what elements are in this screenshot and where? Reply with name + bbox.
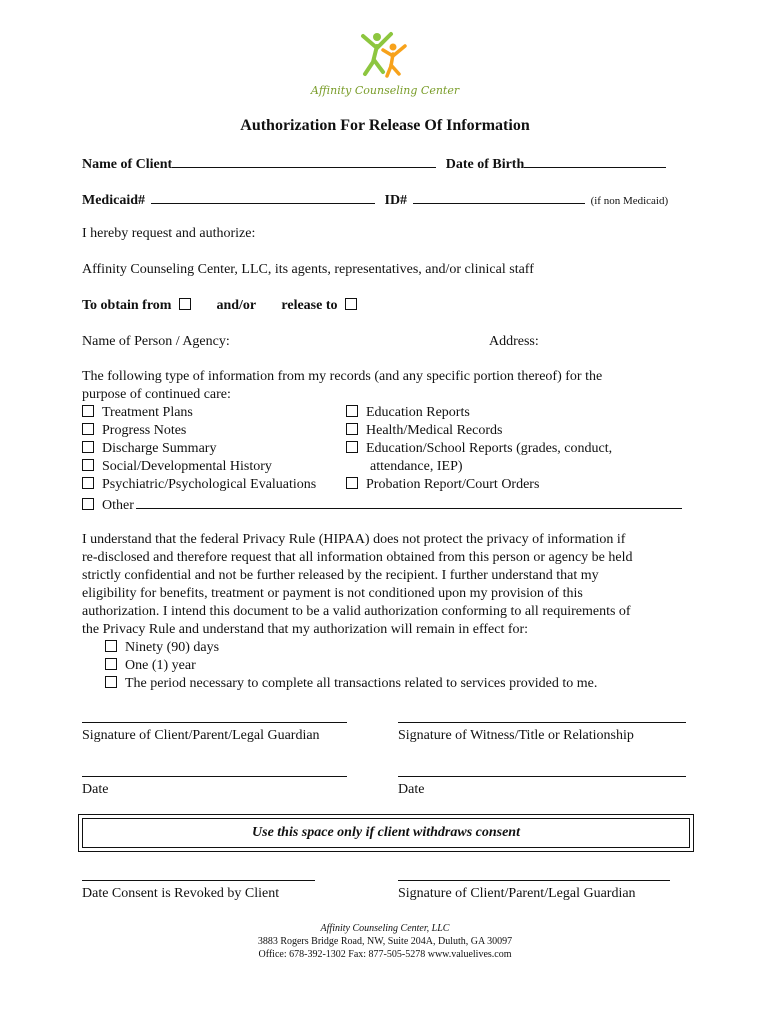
hipaa-line: authorization. I intend this document to be a valid authorization conforming to all requirements of	[82, 604, 631, 619]
list-item: attendance, IEP)	[370, 459, 463, 474]
footer-address: 3883 Rogers Bridge Road, NW, Suite 204A, Duluth, GA 30097	[257, 936, 513, 947]
list-item: Discharge Summary	[82, 440, 682, 458]
logo	[300, 30, 470, 102]
client-signature-label: Signature of Client/Parent/Legal Guardian	[82, 728, 320, 743]
footer-company: Affinity Counseling Center, LLC	[320, 923, 450, 934]
info-intro-1: The following type of information from my records (and any specific portion thereof) for the	[82, 369, 603, 384]
hipaa-line: strictly confidential and not be further released by the recipient. I further understand that my	[82, 568, 599, 583]
client-name-row	[82, 153, 702, 174]
client-name-field[interactable]	[172, 153, 436, 168]
footer-contact: Office: 678-392-1302 Fax: 877-505-5278 www.valuelives.com	[258, 949, 512, 960]
withdraw-consent-text: Use this space only if client withdraws consent	[252, 825, 520, 840]
date-left-label: Date	[82, 782, 109, 797]
info-checkbox[interactable]	[346, 477, 358, 489]
date-right-line[interactable]	[398, 776, 686, 777]
list-item: Probation Report/Court Orders	[346, 476, 612, 494]
list-item: Education Reports	[346, 404, 612, 422]
agency-line: Affinity Counseling Center, LLC, its agents, representatives, and/or clinical staff	[82, 262, 534, 277]
info-checkbox[interactable]	[346, 405, 358, 417]
footer	[0, 922, 770, 961]
client-signature-line[interactable]	[82, 722, 347, 723]
info-intro-2: purpose of continued care:	[82, 387, 231, 402]
request-line: I hereby request and authorize:	[82, 226, 256, 241]
list-item: Health/Medical Records	[346, 422, 612, 440]
logo-text: Affinity Counseling Center	[310, 84, 460, 97]
info-checkbox[interactable]	[346, 423, 358, 435]
andor-label: and/or	[216, 298, 256, 313]
release-to-label: release to	[281, 298, 338, 313]
to-obtain-label: To obtain from	[82, 298, 172, 313]
revoke-date-label: Date Consent is Revoked by Client	[82, 886, 280, 901]
list-item: Treatment Plans	[82, 404, 682, 422]
hipaa-line: re-disclosed and therefore request that all information obtained from this person or agency be held	[82, 550, 633, 565]
info-checkbox[interactable]	[82, 405, 94, 417]
info-checkbox[interactable]	[82, 477, 94, 489]
client-name-label: Name of Client	[82, 157, 173, 172]
list-item: Ninety (90) days	[105, 639, 597, 657]
withdraw-consent-inner[interactable]	[82, 818, 690, 848]
info-checkbox[interactable]	[82, 459, 94, 471]
hipaa-line: the Privacy Rule and understand that my authorization will remain in effect for:	[82, 622, 529, 637]
list-item: One (1) year	[105, 657, 597, 675]
duration-checkbox[interactable]	[105, 676, 117, 688]
info-checkbox[interactable]	[346, 441, 358, 453]
medicaid-label: Medicaid#	[82, 193, 145, 208]
id-label: ID#	[384, 193, 408, 208]
id-note: (if non Medicaid)	[590, 195, 669, 207]
hipaa-line: I understand that the federal Privacy Rule (HIPAA) does not protect the privacy of information if	[82, 532, 626, 547]
dob-label: Date of Birth	[445, 157, 525, 172]
address-label: Address:	[489, 334, 539, 349]
witness-signature-label: Signature of Witness/Title or Relationship	[398, 728, 634, 743]
info-checkbox[interactable]	[82, 441, 94, 453]
release-to-checkbox[interactable]	[345, 298, 357, 310]
other-field[interactable]	[136, 494, 682, 509]
date-right-label: Date	[398, 782, 425, 797]
list-item: Psychiatric/Psychological Evaluations	[82, 476, 682, 494]
obtain-row	[82, 297, 365, 315]
witness-signature-line[interactable]	[398, 722, 686, 723]
list-item: Progress Notes	[82, 422, 682, 440]
page-title: Authorization For Release Of Information	[240, 117, 530, 134]
revoke-signature-label: Signature of Client/Parent/Legal Guardian	[398, 886, 636, 901]
info-checkbox[interactable]	[82, 498, 94, 510]
list-item: Other	[82, 494, 682, 515]
id-field[interactable]	[413, 189, 585, 204]
withdraw-consent-box	[78, 814, 694, 852]
dob-field[interactable]	[524, 153, 666, 168]
duration-checkbox[interactable]	[105, 640, 117, 652]
list-item: Social/Developmental History	[82, 458, 682, 476]
hipaa-line: eligibility for benefits, treatment or payment is not conditioned upon my provision of this	[82, 586, 583, 601]
list-item: Education/School Reports (grades, conduct,	[346, 440, 612, 458]
date-left-line[interactable]	[82, 776, 347, 777]
list-item: The period necessary to complete all transactions related to services provided to me.	[105, 675, 597, 693]
figures-logo-icon	[355, 30, 415, 80]
info-checkbox[interactable]	[82, 423, 94, 435]
duration-checkbox[interactable]	[105, 658, 117, 670]
hipaa-paragraph	[82, 531, 632, 639]
person-agency-label: Name of Person / Agency:	[82, 334, 230, 349]
to-obtain-checkbox[interactable]	[179, 298, 191, 310]
info-right-list	[346, 404, 612, 494]
duration-list	[105, 639, 597, 693]
revoke-date-line[interactable]	[82, 880, 315, 881]
medicaid-field[interactable]	[151, 189, 375, 204]
medicaid-row	[82, 189, 702, 210]
revoke-signature-line[interactable]	[398, 880, 670, 881]
